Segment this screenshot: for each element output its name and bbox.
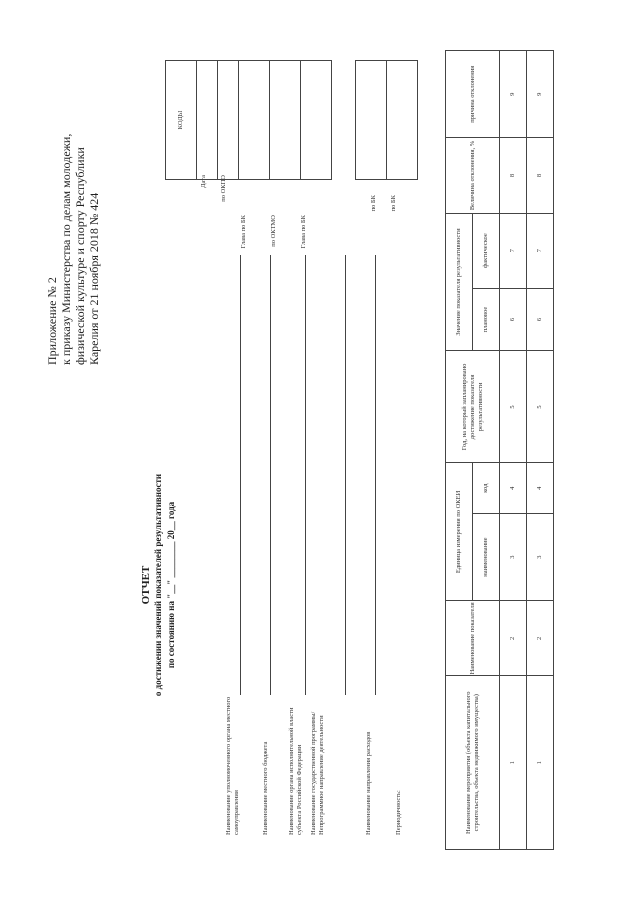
table-cell: 3: [527, 513, 554, 600]
field-label-periodicity: Периодичность:: [395, 790, 402, 835]
table-cell: 8: [527, 138, 554, 213]
codes-heading: КОДЫ: [166, 61, 197, 180]
report-date: по состоянию на "__" ________ 20__ года: [166, 501, 176, 669]
code-label-date: Дата: [200, 175, 207, 188]
col-header-indicator: Наименование показателя: [446, 601, 500, 676]
col-header-value: Значение показателя результативности: [446, 213, 473, 351]
header-line-2: к приказу Министерства по делам молодежи,: [59, 133, 73, 365]
code-label-oktmo: по ОКТМО: [270, 215, 277, 247]
field-label-budget: Наименование местного бюджета: [262, 741, 269, 835]
indicators-table: [445, 50, 554, 850]
col-subheader-actual: фактическое: [473, 213, 500, 288]
field-line: [240, 255, 241, 695]
code-cell: [356, 61, 387, 180]
table-cell: 9: [500, 51, 527, 138]
col-subheader-name: наименование: [473, 513, 500, 600]
code-cell: [218, 61, 239, 180]
code-cell: [301, 61, 332, 180]
table-cell: 3: [500, 513, 527, 600]
code-label-bk-4: по БК: [390, 195, 397, 212]
header-line-1: Приложение № 2: [45, 277, 59, 365]
code-label-bk-2: Глава по БК: [300, 215, 307, 249]
field-line: [375, 255, 376, 695]
codes-box-2: [355, 60, 418, 180]
table-cell: 4: [500, 463, 527, 513]
code-cell: [270, 61, 301, 180]
report-subtitle: о достижении значений показателей результативности: [153, 473, 163, 697]
table-cell: 5: [500, 351, 527, 463]
table-cell: 6: [500, 288, 527, 351]
code-cell: [387, 61, 418, 180]
header-line-3: физической культуре и спорту Республики: [73, 147, 87, 365]
col-subheader-code: код: [473, 463, 500, 513]
field-label-authority: Наименование уполномоченного органа местного самоуправления: [225, 696, 240, 835]
code-label-bk-1: Глава по БК: [240, 215, 247, 249]
table-cell: 1: [527, 676, 554, 850]
code-cell: [239, 61, 270, 180]
table-row: [527, 51, 554, 850]
table-cell: 4: [527, 463, 554, 513]
field-line: [270, 255, 271, 695]
code-cell: [197, 61, 218, 180]
table-cell: 2: [527, 601, 554, 676]
table-cell: 9: [527, 51, 554, 138]
table-cell: 6: [527, 288, 554, 351]
col-subheader-planned: плановое: [473, 288, 500, 351]
col-header-deviation: Величина отклонения, %: [446, 138, 500, 213]
field-label-executive: Наименование органа исполнительной власти субъекта Российской Федерации: [288, 707, 303, 835]
table-cell: 8: [500, 138, 527, 213]
field-line: [345, 255, 346, 695]
col-header-activity: Наименование мероприятия (объекта капитального строительства, объекта недвижимого имущества): [446, 676, 500, 850]
table-cell: 2: [500, 601, 527, 676]
table-cell: 7: [527, 213, 554, 288]
codes-box: [165, 60, 332, 180]
table-cell: 7: [500, 213, 527, 288]
report-title: ОТЧЕТ: [140, 565, 152, 605]
code-label-okpo: по ОКПО: [220, 175, 227, 202]
col-header-reason: причина отклонения: [446, 51, 500, 138]
field-label-expenses: Наименование направления расходов: [365, 731, 372, 835]
code-label-bk-3: по БК: [370, 195, 377, 212]
col-header-okei: Единица измерения по ОКЕИ: [446, 463, 473, 601]
table-cell: 1: [500, 676, 527, 850]
field-line: [305, 255, 306, 695]
table-row: [500, 51, 527, 850]
field-label-program: Наименование государственной программы/ Непрограммное направление деятельности: [310, 711, 325, 835]
table-cell: 5: [527, 351, 554, 463]
header-line-4: Карелия от 21 ноября 2018 № 424: [87, 192, 101, 365]
col-header-year: Год, на который запланировано достижение показателя результативности: [446, 351, 500, 463]
